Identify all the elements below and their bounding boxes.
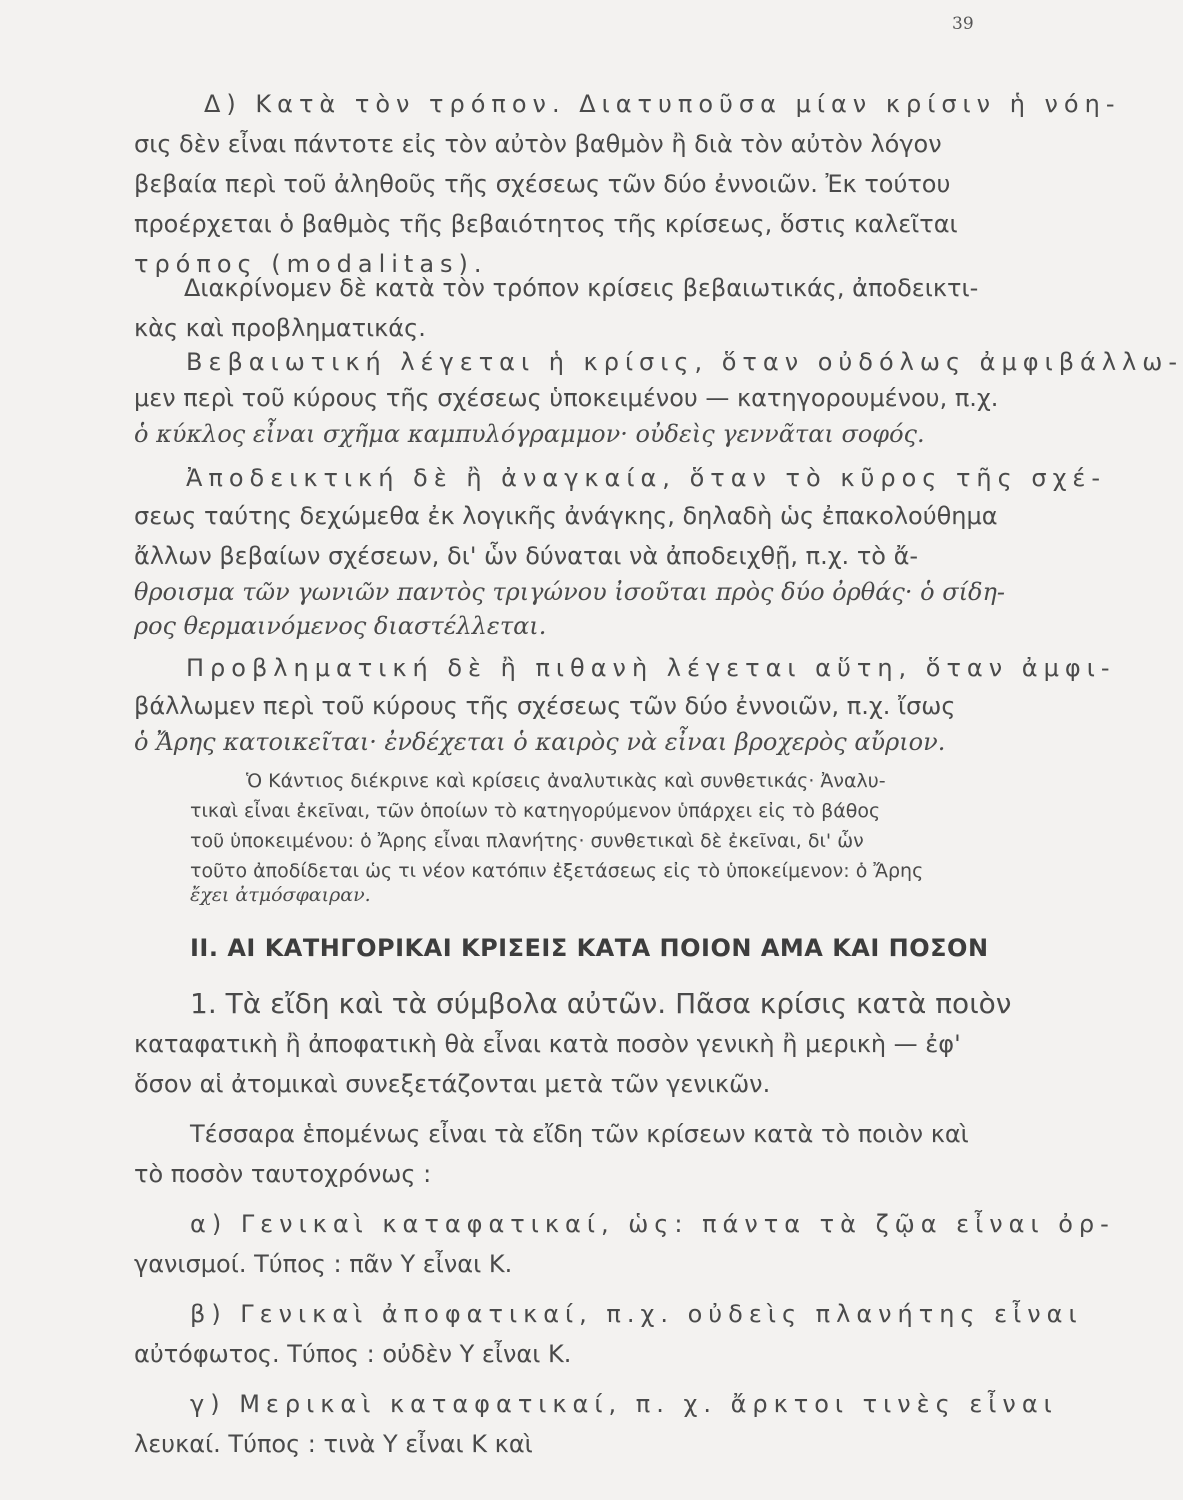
text-line: Τέσσαρα ἑπομένως εἶναι τὰ εἴδη τῶν κρίσεων κατὰ τὸ ποιὸν καὶ xyxy=(190,1120,969,1148)
text-line: σις δὲν εἶναι πάντοτε εἰς τὸν αὐτὸν βαθμὸν ἢ διὰ τὸν αὐτὸν λόγον xyxy=(134,130,942,158)
text-line: ὁ Ἄρης κατοικεῖται· ἐνδέχεται ὁ καιρὸς νὰ εἶναι βροχερὸς αὔριον. xyxy=(134,728,946,756)
note-line: τικαὶ εἶναι ἐκεῖναι, τῶν ὁποίων τὸ κατηγορύμενον ὑπάρχει εἰς τὸ βάθος xyxy=(190,800,881,822)
text-line: Βεβαιωτική λέγεται ἡ κρίσις, ὅταν οὐδόλως ἀμφιβάλλω- xyxy=(186,348,1183,376)
note-line: Ὁ Κάντιος διέκρινε καὶ κρίσεις ἀναλυτικὰς καὶ συνθετικάς· Ἀναλυ- xyxy=(246,770,886,792)
note-line: τοῦ ὑποκειμένου: ὁ Ἄρης εἶναι πλανήτης· συνθετικαὶ δὲ ἐκεῖναι, δι' ὧν xyxy=(190,830,864,852)
list-item-a: α) Γενικαὶ καταφατικαί, ὡς: πάντα τὰ ζῷα εἶναι ὀρ- xyxy=(190,1210,1115,1238)
text-line: καταφατικὴ ἢ ἀποφατικὴ θὰ εἶναι κατὰ ποσὸν γενικὴ ἢ μερικὴ — ἐφ' xyxy=(134,1030,961,1058)
list-item-c-formula: λευκαί. Τύπος : τινὰ Υ εἶναι Κ καὶ xyxy=(134,1430,533,1458)
text-line: τὸ ποσὸν ταυτοχρόνως : xyxy=(134,1160,432,1188)
page-number: 39 xyxy=(952,14,974,34)
text-line: βάλλωμεν περὶ τοῦ κύρους τῆς σχέσεως τῶν δύο ἐννοιῶν, π.χ. ἴσως xyxy=(134,692,956,720)
text-line: ὅσον αἱ ἀτομικαὶ συνεξετάζονται μετὰ τῶν γενικῶν. xyxy=(134,1070,771,1098)
text-line: ὁ κύκλος εἶναι σχῆμα καμπυλόγραμμον· οὐδεὶς γεννᾶται σοφός. xyxy=(134,420,925,448)
list-item-c: γ) Μερικαὶ καταφατικαί, π. χ. ἄρκτοι τινὲς εἶναι xyxy=(190,1390,1058,1418)
text-line: βεβαία περὶ τοῦ ἀληθοῦς τῆς σχέσεως τῶν δύο ἐννοιῶν. Ἐκ τούτου xyxy=(134,170,951,198)
text-line: ἄλλων βεβαίων σχέσεων, δι' ὧν δύναται νὰ ἀποδειχθῇ, π.χ. τὸ ἄ- xyxy=(134,542,919,570)
text-line: σεως ταύτης δεχώμεθα ἐκ λογικῆς ἀνάγκης, δηλαδὴ ὡς ἐπακολούθημα xyxy=(134,502,998,530)
note-line: ἔχει ἀτμόσφαιραν. xyxy=(190,884,371,906)
text-line: ρος θερμαινόμενος διαστέλλεται. xyxy=(134,612,547,640)
list-item-b: β) Γενικαὶ ἀποφατικαί, π.χ. οὐδεὶς πλανήτης εἶναι xyxy=(190,1300,1083,1328)
text-line: κὰς καὶ προβληματικάς. xyxy=(134,314,426,342)
section-heading: II. ΑΙ ΚΑΤΗΓΟΡΙΚΑΙ ΚΡΙΣΕΙΣ ΚΑΤΑ ΠΟΙΟΝ ΑΜΑ ΚΑΙ ΠΟΣΟΝ xyxy=(190,934,989,962)
list-item-a-formula: γανισμοί. Τύπος : πᾶν Υ εἶναι Κ. xyxy=(134,1250,513,1278)
text-line: Διακρίνομεν δὲ κατὰ τὸν τρόπον κρίσεις βεβαιωτικάς, ἀποδεικτι- xyxy=(184,274,979,302)
text-line: προέρχεται ὁ βαθμὸς τῆς βεβαιότητος τῆς κρίσεως, ὅστις καλεῖται xyxy=(134,210,958,238)
text-line: Δ) Κατὰ τὸν τρόπον. Διατυποῦσα μίαν κρίσιν ἡ νόη- xyxy=(204,90,1121,118)
text-line: Προβληματική δὲ ἢ πιθανὴ λέγεται αὕτη, ὅταν ἀμφι- xyxy=(186,654,1116,682)
text-line: τρόπος (modalitas). xyxy=(134,250,488,278)
text-line: Ἀποδεικτική δὲ ἢ ἀναγκαία, ὅταν τὸ κῦρος τῆς σχέ- xyxy=(186,464,1107,492)
text-line: θροισμα τῶν γωνιῶν παντὸς τριγώνου ἰσοῦται πρὸς δύο ὀρθάς· ὁ σίδη- xyxy=(134,578,1005,606)
subsection-heading: 1. Τὰ εἴδη καὶ τὰ σύμβολα αὐτῶν. Πᾶσα κρίσις κατὰ ποιὸν xyxy=(190,987,1012,1020)
text-line: μεν περὶ τοῦ κύρους τῆς σχέσεως ὑποκειμένου — κατηγορουμένου, π.χ. xyxy=(134,384,999,412)
note-line: τοῦτο ἀποδίδεται ὡς τι νέον κατόπιν ἐξετάσεως εἰς τὸ ὑποκείμενον: ὁ Ἄρης xyxy=(190,860,924,882)
list-item-b-formula: αὐτόφωτος. Τύπος : οὐδὲν Υ εἶναι Κ. xyxy=(134,1340,572,1368)
